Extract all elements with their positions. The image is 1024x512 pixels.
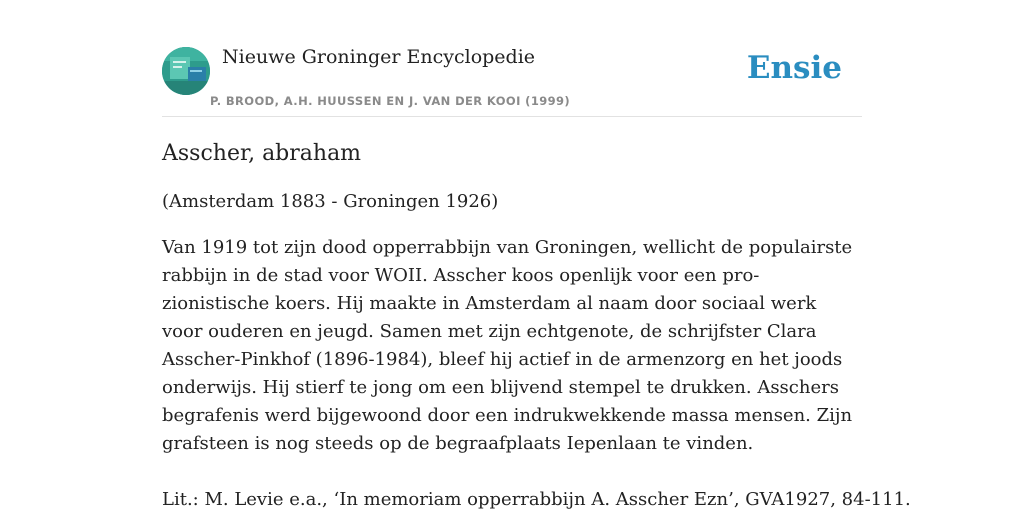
source-authors: P. BROOD, A.H. HUUSSEN EN J. VAN DER KOOI (1999) xyxy=(210,94,571,108)
article xyxy=(162,138,911,512)
ensie-logo-link[interactable]: Ensie xyxy=(746,50,842,86)
entry-literature: Lit.: M. Levie e.a., ‘In memoriam opperrabbijn A. Asscher Ezn’, GVA1927, 84-111. xyxy=(162,489,911,510)
source-title[interactable]: Nieuwe Groninger Encyclopedie xyxy=(222,46,536,68)
entry-title: Asscher, abraham xyxy=(162,141,362,166)
entry-body: Van 1919 tot zijn dood opperrabbijn van Groningen, wellicht de populairste rabbijn in de stad voor WOII. Asscher koos openlijk voor een pro-zionistische koers. Hij maakte in Amsterdam al naam door sociaal werk voor ouderen en jeugd. Samen met zijn echtgenote, de schrijfster Clara Asscher-Pinkhof (1896-1984), bleef hij actief in de armenzorg en het joods onderwijs. Hij stierf te jong om een blijvend stempel te drukken. Asschers begrafenis werd bijgewoond door een indrukwekkende massa mensen. Zijn grafsteen is nog steeds op de begraafplaats Iepenlaan te vinden. xyxy=(162,237,853,454)
book-cover-icon[interactable] xyxy=(162,47,210,95)
source-header xyxy=(162,46,862,117)
entry-lifespan: (Amsterdam 1883 - Groningen 1926) xyxy=(162,191,499,212)
